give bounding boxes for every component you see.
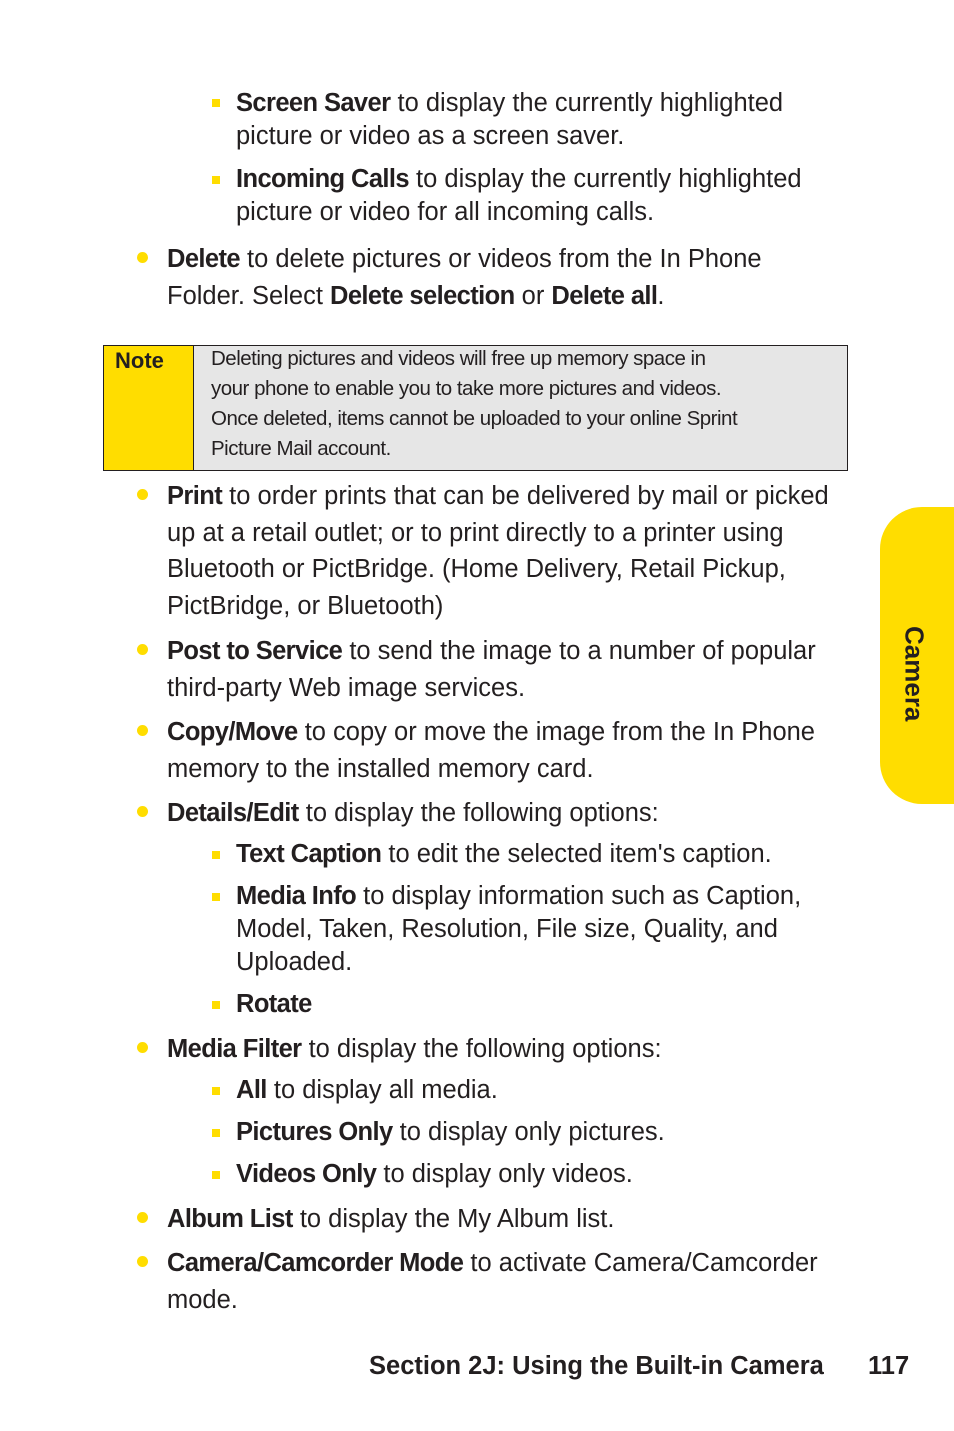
list-item-copy-move: Copy/Move to copy or move the image from the In Phone memory to the installed memory card. [167, 718, 815, 783]
round-bullet-icon [137, 1042, 148, 1053]
round-bullet-icon [137, 489, 148, 500]
list-item-screen-saver: Screen Saver to display the currently highlighted picture or video as a screen saver. [236, 89, 784, 150]
list-item-delete: Delete to delete pictures or videos from the In Phone Folder. Select Delete selection or Delete all. [167, 245, 762, 310]
list-item-post-to-service: Post to Service to send the image to a number of popular third-party Web image services. [167, 637, 816, 702]
list-item-pictures-only: Pictures Only to display only pictures. [236, 1118, 665, 1146]
square-bullet-icon [212, 1129, 220, 1137]
square-bullet-icon [212, 176, 220, 184]
list-item-media-info: Media Info to display information such as Caption, Model, Taken, Resolution, File size, Quality, and Uploaded. [236, 882, 802, 976]
list-item-rotate: Rotate [236, 990, 312, 1018]
side-tab-label: Camera [899, 626, 930, 722]
list-item-videos-only: Videos Only to display only videos. [236, 1160, 633, 1188]
square-bullet-icon [212, 1171, 220, 1179]
square-bullet-icon [212, 893, 220, 901]
note-label: Note [104, 346, 194, 470]
footer-section-title: Section 2J: Using the Built-in Camera [369, 1352, 824, 1380]
square-bullet-icon [212, 1087, 220, 1095]
square-bullet-icon [212, 851, 220, 859]
page-number: 117 [868, 1352, 910, 1380]
square-bullet-icon [212, 99, 220, 107]
round-bullet-icon [137, 1256, 148, 1267]
note-box [103, 345, 848, 471]
list-item-details-edit: Details/Edit to display the following options: [167, 799, 659, 827]
round-bullet-icon [137, 1212, 148, 1223]
list-item-incoming-calls: Incoming Calls to display the currently highlighted picture or video for all incoming calls. [236, 165, 802, 226]
list-item-media-filter: Media Filter to display the following options: [167, 1035, 662, 1063]
list-item-text-caption: Text Caption to edit the selected item's caption. [236, 840, 772, 868]
list-item-album-list: Album List to display the My Album list. [167, 1205, 615, 1233]
round-bullet-icon [137, 725, 148, 736]
square-bullet-icon [212, 1001, 220, 1009]
list-item-all: All to display all media. [236, 1076, 498, 1104]
round-bullet-icon [137, 806, 148, 817]
list-item-print: Print to order prints that can be delivered by mail or picked up at a retail outlet; or to print directly to a printer using Bluetooth or PictBridge. (Home Delivery, Retail Pickup, PictBridge, or Bluetooth) [167, 482, 829, 620]
round-bullet-icon [137, 252, 148, 263]
note-text: Deleting pictures and videos will free up memory space in your phone to enable you to take more pictures and videos. Once deleted, items cannot be uploaded to your online Sprint Picture Mail account. [211, 347, 738, 460]
round-bullet-icon [137, 644, 148, 655]
list-item-camera-mode: Camera/Camcorder Mode to activate Camera/Camcorder mode. [167, 1249, 818, 1314]
